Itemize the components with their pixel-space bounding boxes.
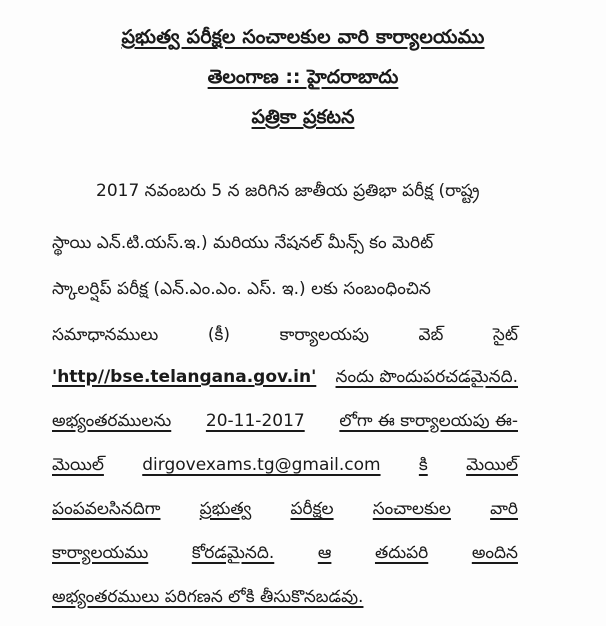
website-url: 'http//bse.telangana.gov.in' (52, 367, 317, 387)
line-7-text-a: మెయిల్ (52, 455, 104, 475)
line-8-word: పరీక్షల (290, 499, 334, 519)
line-9-word: కార్యాలయము (52, 543, 149, 563)
paragraph-line-6 (52, 408, 518, 434)
line-9-word: కోరడమైనది. (191, 543, 275, 563)
paragraph-line-7 (52, 452, 518, 478)
paragraph-line-4 (52, 322, 518, 348)
deadline-date: 20-11-2017 (205, 411, 305, 431)
line-6-text-a: అభ్యంతరములను (52, 411, 172, 431)
line-4-word: కార్యాలయపు (279, 325, 369, 345)
line-8-word: సంచాలకుల (372, 499, 451, 519)
line-4-word: సమాధానములు (52, 325, 159, 345)
location-heading: తెలంగాణ :: హైదరాబాదు (207, 66, 399, 88)
line-8-word: వారి (490, 499, 518, 519)
email-address: dirgovexams.tg@gmail.com (142, 455, 381, 475)
line-10-text: అభ్యంతరములు పరిగణన లోకి తీసుకొనబడవు. (52, 587, 364, 607)
line-4-word: సైట్ (492, 325, 518, 345)
press-release-heading: పత్రికా ప్రకటన (251, 106, 355, 128)
line-9-word: ఆ (317, 543, 332, 563)
line-2-text: స్థాయి ఎన్.టి.యస్.ఇ.) మరియు నేషనల్ మీన్స్ కం మెరిట్ (52, 233, 434, 253)
paragraph-line-3 (52, 276, 518, 302)
line-8-word: పంపవలసినదిగా (52, 499, 161, 519)
paragraph-line-8 (52, 496, 518, 522)
office-heading: ప్రభుత్వ పరీక్షల సంచాలకుల వారి కార్యాలయము (121, 26, 485, 48)
line-8-word: ప్రభుత్వ (199, 499, 252, 519)
paragraph-line-5 (52, 364, 518, 390)
line-4-word: (కీ) (207, 325, 230, 345)
line-9-word: తదుపరి (374, 543, 429, 563)
line-4-word: వెబ్ (418, 325, 444, 345)
line-7-text-c: మెయిల్ (466, 455, 518, 475)
line-3-text: స్కాలర్షిప్ పరీక్ష (ఎన్.ఎం.ఎం. ఎస్. ఇ.) లకు సంబంధించిన (52, 279, 431, 299)
line-7-text-b: కి (418, 455, 428, 475)
paragraph-line-10 (52, 584, 518, 610)
paragraph-line-1 (96, 178, 520, 204)
line-1-text: 2017 నవంబరు 5 న జరిగిన జాతీయ ప్రతిభా పరీక్ష (రాష్ట్ర (96, 181, 480, 201)
line-9-word: అందిన (471, 543, 518, 563)
paragraph-line-2 (52, 230, 518, 256)
paragraph-line-9 (52, 540, 518, 566)
line-6-text-b: లోగా ఈ కార్యాలయపు ఈ- (339, 411, 518, 431)
line-5-text: నందు పొందుపరచడమైనది. (335, 367, 518, 387)
